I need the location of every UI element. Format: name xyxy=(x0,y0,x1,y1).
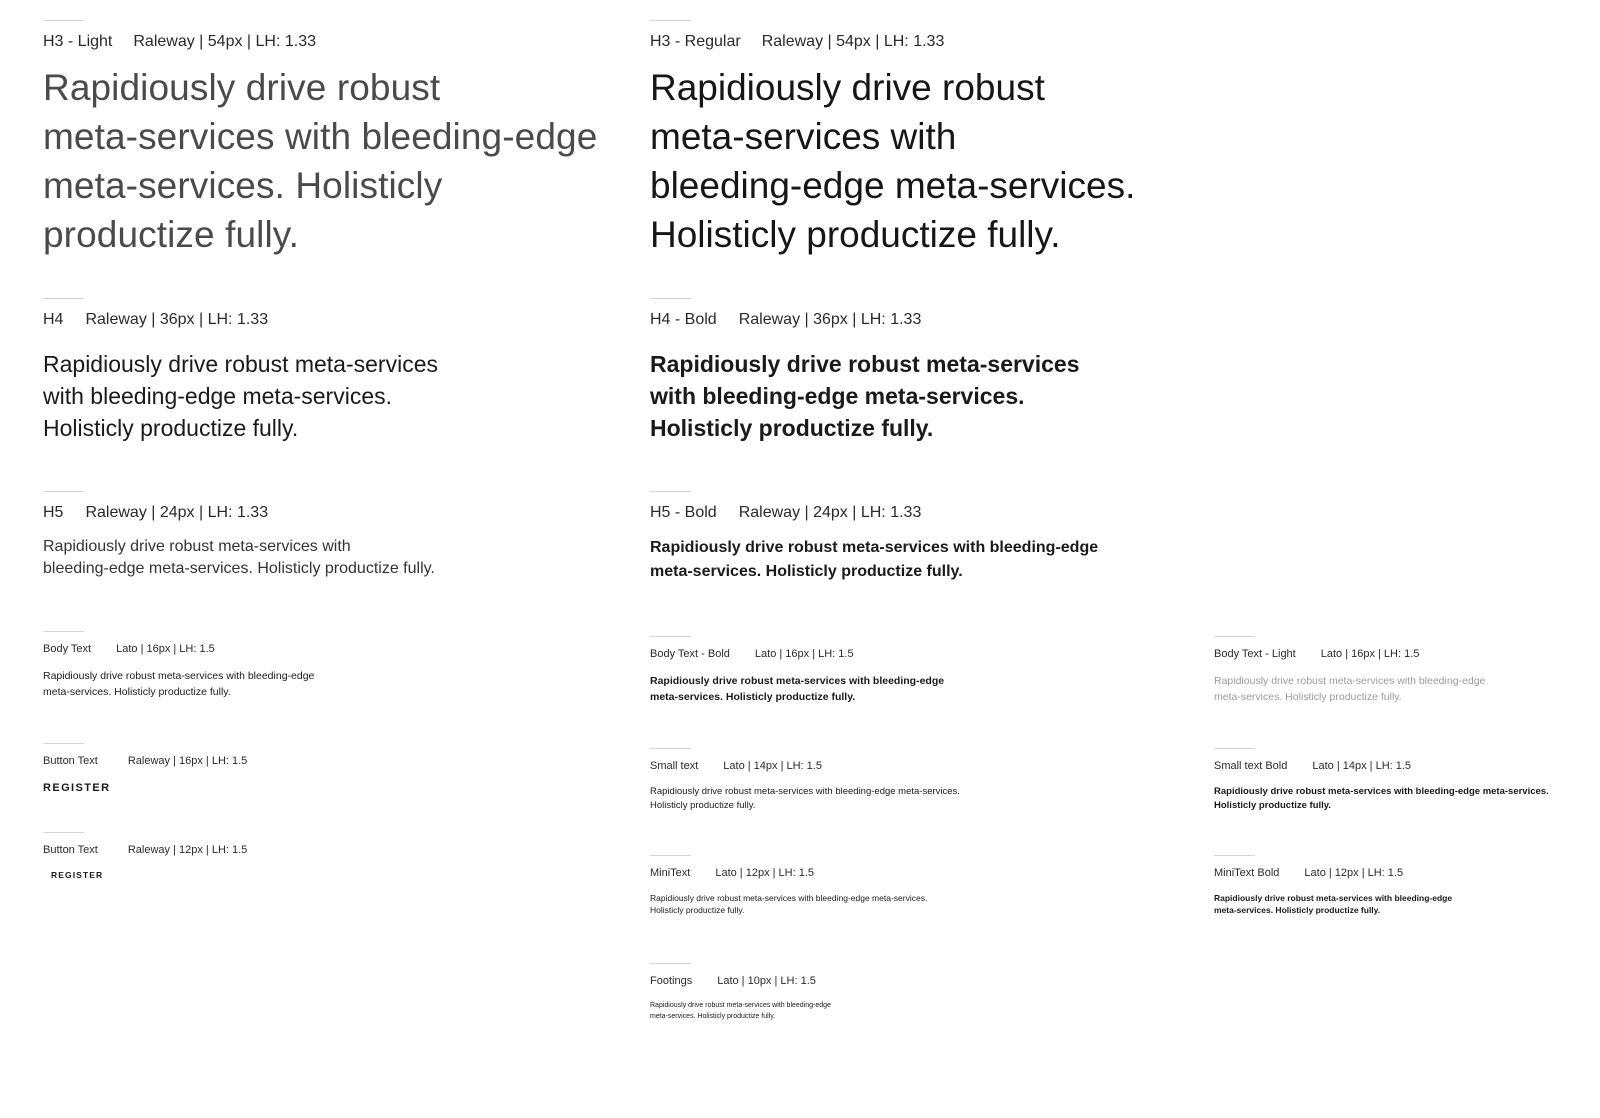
sample-line: Rapidiously drive robust meta-services xyxy=(650,351,1080,377)
spec-h5-bold xyxy=(650,491,1098,584)
spec-mini-text xyxy=(650,855,927,916)
divider xyxy=(43,631,84,632)
style-spec: Raleway | 36px | LH: 1.33 xyxy=(85,311,269,328)
style-spec: Lato | 16px | LH: 1.5 xyxy=(116,643,215,655)
sample-line: Rapidiously drive robust meta-services with bleeding-edge xyxy=(1214,893,1453,903)
spec-button-text-16 xyxy=(43,743,247,796)
divider xyxy=(650,298,691,299)
divider xyxy=(650,748,691,749)
style-name: H3 - Regular xyxy=(650,33,741,50)
sample-line: Rapidiously drive robust xyxy=(650,67,1045,108)
style-meta xyxy=(43,311,438,329)
sample-line: Holisticly productize fully. xyxy=(43,415,299,441)
sample-text xyxy=(650,892,927,916)
sample-line: meta-services. Holisticly xyxy=(43,165,443,206)
style-meta xyxy=(650,648,944,660)
style-name: H4 xyxy=(43,311,64,328)
style-spec: Lato | 16px | LH: 1.5 xyxy=(754,648,854,660)
style-spec: Raleway | 54px | LH: 1.33 xyxy=(761,33,945,50)
spec-h4-bold xyxy=(650,298,1080,444)
divider xyxy=(650,963,691,964)
style-name: H3 - Light xyxy=(43,33,113,50)
sample-line: Holisticly productize fully. xyxy=(650,214,1061,255)
style-name: MiniText Bold xyxy=(1214,867,1280,879)
sample-text xyxy=(1214,892,1452,916)
style-spec: Lato | 16px | LH: 1.5 xyxy=(1320,648,1420,660)
style-meta xyxy=(1214,867,1452,879)
sample-line: Holisticly productize fully. xyxy=(650,800,756,811)
style-name: Footings xyxy=(650,975,693,987)
sample-text xyxy=(43,536,435,580)
divider xyxy=(43,743,84,744)
sample-text xyxy=(1214,785,1549,813)
style-meta xyxy=(650,33,1135,51)
style-name: Small text Bold xyxy=(1214,760,1288,772)
spec-body-text-bold xyxy=(650,636,944,705)
sample-text xyxy=(43,348,438,444)
sample-line: Rapidiously drive robust meta-services with bleeding-edge xyxy=(1214,675,1486,687)
sample-line: meta-services. Holisticly productize fully. xyxy=(650,691,856,703)
sample-text xyxy=(650,63,1135,259)
style-name: Body Text - Light xyxy=(1214,648,1296,660)
sample-text xyxy=(650,536,1098,584)
style-spec: Lato | 14px | LH: 1.5 xyxy=(1312,760,1412,772)
sample-line: Rapidiously drive robust meta-services with bleeding-edge xyxy=(650,675,945,687)
style-meta xyxy=(43,33,597,51)
sample-line: Rapidiously drive robust meta-services with bleeding-edge xyxy=(43,670,315,682)
sample-line: meta-services. Holisticly productize fully. xyxy=(1214,691,1402,703)
spec-footings xyxy=(650,963,831,1022)
sample-line: Holisticly productize fully. xyxy=(650,415,934,441)
spec-button-text-12 xyxy=(43,832,247,883)
sample-line: Holisticly productize fully. xyxy=(650,905,745,915)
sample-text xyxy=(1214,673,1485,705)
sample-line: meta-services with xyxy=(650,116,957,157)
spec-body-text-light xyxy=(1214,636,1485,705)
style-meta xyxy=(650,867,927,879)
style-meta xyxy=(650,760,960,772)
sample-line: Rapidiously drive robust meta-services with bleeding-edge meta-services. xyxy=(650,893,928,903)
sample-text xyxy=(650,673,944,705)
divider xyxy=(650,855,691,856)
sample-line: Rapidiously drive robust meta-services with bleeding-edge xyxy=(650,539,1099,556)
spec-h5 xyxy=(43,491,435,580)
sample-line: meta-services. Holisticly productize fully. xyxy=(43,686,231,698)
style-name: Body Text - Bold xyxy=(650,648,730,660)
spec-small-text-bold xyxy=(1214,748,1549,813)
sample-line: Rapidiously drive robust meta-services with bleeding-edge xyxy=(650,1002,831,1009)
style-name: MiniText xyxy=(650,867,691,879)
style-name: H5 xyxy=(43,504,64,521)
style-meta xyxy=(650,504,1098,522)
style-meta xyxy=(650,311,1080,329)
sample-text xyxy=(650,785,960,813)
sample-line: Holisticly productize fully. xyxy=(1214,800,1332,811)
style-meta xyxy=(43,844,247,856)
style-spec: Lato | 10px | LH: 1.5 xyxy=(717,975,816,987)
sample-text xyxy=(43,668,314,700)
sample-line: Rapidiously drive robust meta-services with bleeding-edge meta-services. xyxy=(1214,786,1549,797)
sample-line: productize fully. xyxy=(43,214,300,255)
sample-line: meta-services. Holisticly productize fully. xyxy=(1214,905,1381,915)
style-name: H5 - Bold xyxy=(650,504,717,521)
sample-line: Rapidiously drive robust meta-services with bleeding-edge meta-services. xyxy=(650,786,960,797)
register-button-small[interactable]: REGISTER xyxy=(51,870,104,880)
style-name: H4 - Bold xyxy=(650,311,717,328)
divider xyxy=(1214,748,1255,749)
sample-line: bleeding-edge meta-services. xyxy=(650,165,1136,206)
sample-line: Rapidiously drive robust meta-services xyxy=(43,351,438,377)
style-meta xyxy=(650,975,831,987)
sample-line: Rapidiously drive robust meta-services with xyxy=(43,538,351,555)
sample-line: with bleeding-edge meta-services. xyxy=(43,383,393,409)
style-meta xyxy=(1214,648,1485,660)
style-meta xyxy=(43,643,314,655)
style-spec: Raleway | 54px | LH: 1.33 xyxy=(133,33,317,50)
style-spec: Lato | 14px | LH: 1.5 xyxy=(723,760,822,772)
sample-text xyxy=(650,348,1080,444)
divider xyxy=(43,20,84,21)
style-spec: Raleway | 24px | LH: 1.33 xyxy=(738,504,922,521)
style-spec: Raleway | 16px | LH: 1.5 xyxy=(127,755,248,767)
style-name: Body Text xyxy=(43,643,92,655)
style-meta xyxy=(43,504,435,522)
style-name: Small text xyxy=(650,760,699,772)
style-meta xyxy=(1214,760,1549,772)
style-spec: Lato | 12px | LH: 1.5 xyxy=(715,867,815,879)
spec-h3-light xyxy=(43,20,597,259)
sample-text xyxy=(43,63,597,259)
style-meta xyxy=(43,755,247,767)
sample-line: Rapidiously drive robust xyxy=(43,67,441,108)
sample-line: meta-services. Holisticly productize fully. xyxy=(650,563,963,580)
divider xyxy=(650,491,691,492)
style-name: Button Text xyxy=(43,844,98,856)
sample-line: meta-services with bleeding-edge xyxy=(43,116,598,157)
divider xyxy=(43,491,84,492)
divider xyxy=(650,636,691,637)
spec-h3-regular xyxy=(650,20,1135,259)
divider xyxy=(43,298,84,299)
style-spec: Raleway | 12px | LH: 1.5 xyxy=(127,844,248,856)
register-button[interactable]: REGISTER xyxy=(43,782,111,794)
divider xyxy=(650,20,691,21)
sample-line: meta-services. Holisticly productize fully. xyxy=(650,1013,776,1020)
spec-small-text xyxy=(650,748,960,813)
divider xyxy=(1214,636,1255,637)
spec-h4 xyxy=(43,298,438,444)
sample-text xyxy=(650,1000,831,1022)
style-spec: Lato | 12px | LH: 1.5 xyxy=(1304,867,1404,879)
divider xyxy=(1214,855,1255,856)
divider xyxy=(43,832,84,833)
spec-body-text xyxy=(43,631,314,700)
sample-line: bleeding-edge meta-services. Holisticly productize fully. xyxy=(43,560,435,577)
style-spec: Raleway | 36px | LH: 1.33 xyxy=(738,311,922,328)
spec-mini-text-bold xyxy=(1214,855,1452,916)
style-name: Button Text xyxy=(43,755,98,767)
sample-line: with bleeding-edge meta-services. xyxy=(650,383,1025,409)
style-spec: Raleway | 24px | LH: 1.33 xyxy=(85,504,269,521)
